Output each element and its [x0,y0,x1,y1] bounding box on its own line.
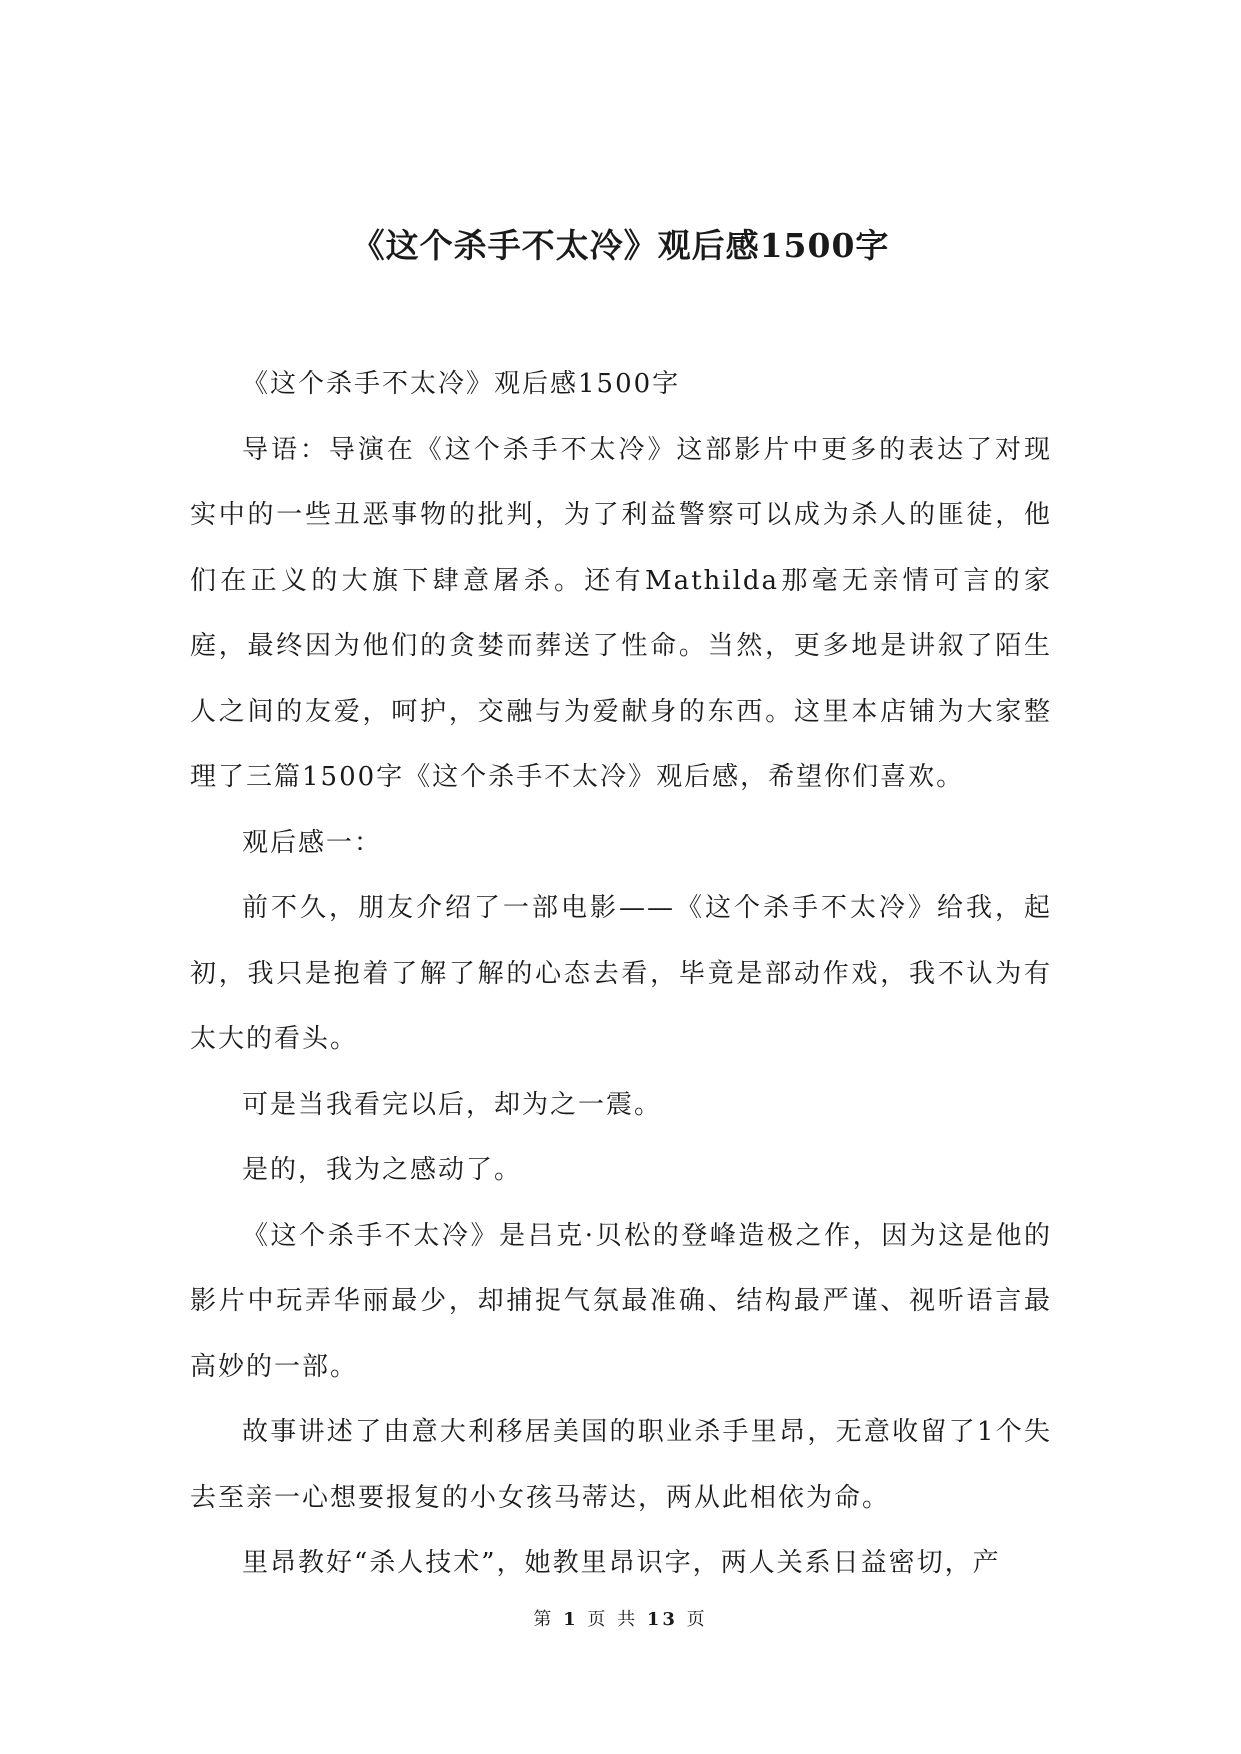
paragraph: 里昂教好“杀人技术”，她教里昂识字，两人关系日益密切，产 [242,1548,1001,1578]
page-footer [0,1608,1241,1632]
paragraph: 《这个杀手不太冷》观后感1500字 [242,369,681,399]
paragraph: 观后感一： [242,827,383,858]
paragraph: 导语：导演在《这个杀手不太冷》这部影片中更多的表达了对现实中的一些丑恶事物的批判，为了利益警察可以成为杀人的匪徒，他们在正义的大旗下肆意屠杀。还有Mathilda那毫无亲情可言的家庭，最终因为他们的贪婪而葬送了性命。当然，更多地是讲叙了陌生人之间的友爱，呵护，交融与为爱献身的东西。这里本店铺为大家整理了三篇1500字《这个杀手不太冷》观后感，希望你们喜欢。 [190,434,1052,792]
paragraph: 可是当我看完以后，却为之一震。 [242,1089,663,1120]
footer-total-pages: 13 [646,1609,678,1630]
footer-prefix: 第 [533,1609,555,1630]
paragraph: 故事讲述了由意大利移居美国的职业杀手里昂，无意收留了1个失去至亲一心想要报复的小女孩马蒂达，两从此相依为命。 [190,1417,1052,1513]
footer-middle: 页 共 [587,1609,639,1630]
paragraph: 是的，我为之感动了。 [242,1155,523,1185]
document-body [190,352,1052,1597]
paragraph: 《这个杀手不太冷》是吕克·贝松的登峰造极之作，因为这是他的影片中玩弄华丽最少，却捕捉气氛最准确、结构最严谨、视听语言最高妙的一部。 [190,1220,1052,1382]
document-title: 《这个杀手不太冷》观后感1500字 [351,226,890,265]
footer-page-number: 1 [563,1609,579,1630]
footer-suffix: 页 [686,1609,708,1630]
paragraph: 前不久，朋友介绍了一部电影——《这个杀手不太冷》给我，起初，我只是抱着了解了解的心态去看，毕竟是部动作戏，我不认为有太大的看头。 [190,893,1052,1054]
